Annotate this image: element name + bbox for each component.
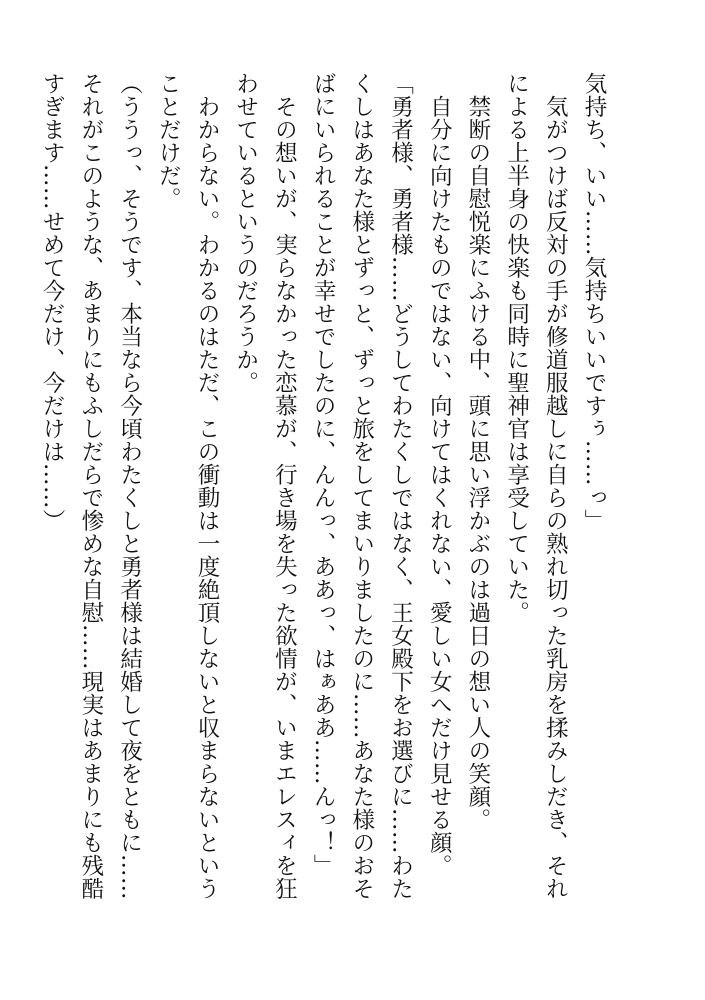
- text-line: （ううっ、そうです、本当なら今頃わたくしと勇者様は結婚して夜をともに……: [116, 72, 143, 900]
- text-line: 気がつけば反対の手が修道服越しに自らの熟れ切った乳房を揉みしだき、それ: [542, 72, 569, 900]
- text-line: ことだけだ。: [155, 72, 182, 210]
- text-line: 気持ち、いい……気持ちいいですぅ……っ」: [581, 72, 607, 532]
- text-line: わからない。わかるのはただ、この衝動は一度絶頂しないと収まらないという: [193, 72, 220, 900]
- text-line: すぎます……せめて今だけ、今だけは……）: [39, 72, 66, 532]
- text-line: わせているというのだろうか。: [232, 72, 259, 394]
- text-line: 禁断の自慰悦楽にふける中、頭に思い浮かぶのは過日の想い人の笑顔。: [464, 72, 491, 831]
- text-line: くしはあなた様とずっと、ずっと旅をしてまいりましたのに……あなた様のおそ: [348, 72, 375, 900]
- text-line: 自分に向けたものではない、向けてはくれない、愛しい女へだけ見せる顔。: [426, 72, 453, 877]
- text-line: 「勇者様、勇者様……どうしてわたくしではなく、王女殿下をお選びに……わた: [387, 72, 414, 900]
- text-line: その想いが、実らなかった恋慕が、行き場を失った欲情が、いまエレスィを狂: [271, 72, 298, 900]
- text-line: ばにいられることが幸せでしたのに、んんっ、ああっ、はぁああ……んっ！」: [310, 72, 337, 877]
- text-line: それがこのような、あまりにもふしだらで惨めな自慰……現実はあまりにも残酷: [77, 72, 104, 900]
- text-line: による上半身の快楽も同時に聖神官は享受していた。: [503, 72, 530, 624]
- vertical-text-block: [32, 72, 613, 952]
